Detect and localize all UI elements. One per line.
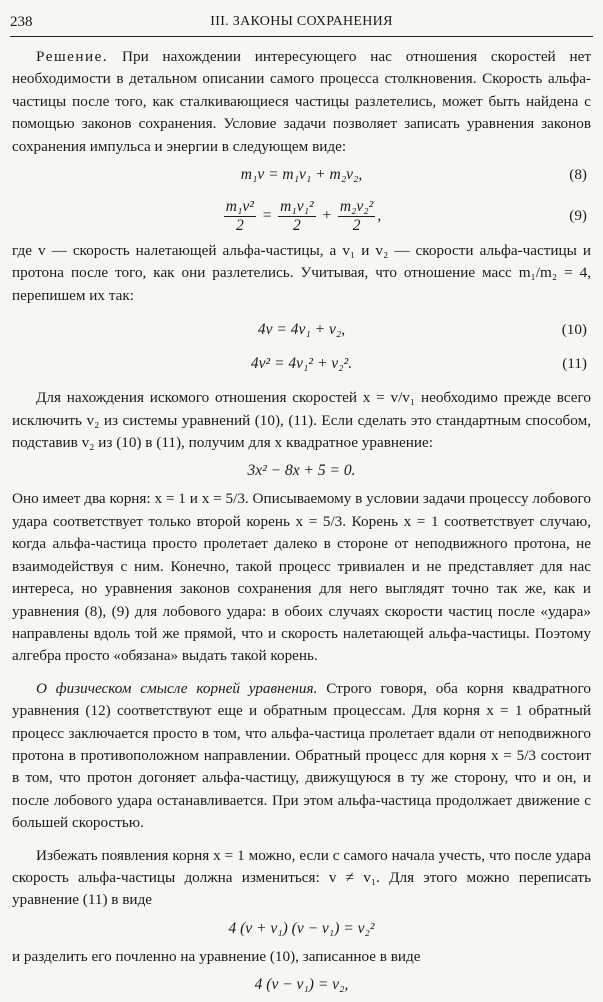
solution-paragraph [12,46,591,158]
fraction-2: $\frac{\text{m₁v₁²}}{2}$ [280,197,314,234]
page-body [12,46,591,1002]
paragraph-roots: Оно имеет два корня: x = 1 и x = 5/3. Описываемому в условии задачи процессу лобового удара соответствует только второй корень x = 5/3. Корень x = 1 соответствует случаю, когда альфа-частица просто пролетает далеко в стороне от неподвижного протона, не взаимодействуя с ним. Конечно, такой процесс тривиален и не представляет для нас интереса, но уравнения законов сохранения для него выглядят точно так же, как и уравнения (8), (9) для лобового удара: в обоих случаях скорости частиц после «удара» направлены вдоль той же прямой, что и скорость налетающей альфа-частицы. Поэтому алгебра просто «обязана» выдать такой корень. [12,490,591,665]
paragraph-ratio: Для нахождения искомого отношения скоростей x = v/v₁ необходимо прежде всего исключить v₂ из системы уравнений (10), (11). Если сделать это стандартным способом, подставив v₂ из (10) в (11), получим для x квадратное уравнение: [12,389,591,452]
equation-9 [12,192,591,240]
paragraph-physical-meaning [12,678,591,835]
solution-lead: Решение. [36,48,109,65]
equation-8 [12,158,591,192]
chapter-title: III. ЗАКОНЫ СОХРАНЕНИЯ [210,14,393,29]
equation-12-expr: 3x² − 8x + 5 = 0. [247,462,356,480]
fraction-3: $\frac{\text{m₂v₂²}}{2}$ [339,197,374,234]
paragraph-definitions: где v — скорость налетающей альфа-частицы, а v₁ и v₂ — скорости альфа-частицы и протона после того, как они разлетелись. Учитывая, что отношение масс m₁/m₂ = 4, перепишем их так: [12,242,591,304]
equation-9-expr: $\frac{\text{m₁v²}}{2}$ = $\frac{\text{m₁v₁²}}{2}$ + $\frac{\text{m₂v₂²}}{2}$ , [225,197,382,234]
equation-13 [12,912,591,946]
equation-11-expr: 4v² = 4v₁² + v₂². [250,355,353,373]
equation-10 [12,313,591,347]
equation-14 [12,968,591,1002]
paragraph-avoid-root: Избежать появления корня x = 1 можно, если с самого начала учесть, что после удара скорость альфа-частицы должна измениться: v ≠ v₁. Для этого можно переписать уравнение (11) в виде [12,846,591,909]
equation-9-number: (9) [569,207,587,225]
equation-14-expr: 4 (v − v₁) = v₂, [254,976,349,994]
solution-text: При нахождении интересующего нас отношения скоростей нет необходимости в детальном описании самого процесса столкновения. Скорость альфа-частицы после того, как сталкивающиеся частицы разлетелись, может быть найдена с помощью законов сохранения. Условие задачи позволяет записать уравнения законов сохранения импульса и энергии в следующем виде: [12,48,591,155]
running-header [10,12,593,37]
fraction-1: $\frac{\text{m₁v²}}{2}$ [225,197,254,234]
equation-12 [12,454,591,488]
equation-11-number: (11) [562,355,587,373]
physical-meaning-lead: О физическом смысле корней уравнения. [36,679,318,697]
equation-13-expr: 4 (v + v₁) (v − v₁) = v₂² [228,919,375,937]
physical-meaning-text: Строго говоря, оба корня квадратного уравнения (12) соответствуют еще и обратным процессам. Для корня x = 1 обратный процесс заключается просто в том, что альфа-частица пролетает вдали от неподвижного протона в противоположном направлении. Обратный процесс для корня x = 5/3 состоит в том, что протон догоняет альфа-частицу, движущуюся в ту же сторону, что и он, и после лобового удара останавливается. При этом альфа-частица продолжает движение с большей скоростью. [12,679,591,832]
equation-10-expr: 4v = 4v₁ + v₂, [257,321,346,339]
equation-10-number: (10) [561,321,587,339]
page-number: 238 [10,14,33,30]
equation-8-number: (8) [569,166,587,184]
equation-8-expr: m₁v = m₁v₁ + m₂v₂, [240,166,363,184]
equation-11 [12,347,591,381]
paragraph-divide: и разделить его почленно на уравнение (10), записанное в виде [12,947,421,965]
